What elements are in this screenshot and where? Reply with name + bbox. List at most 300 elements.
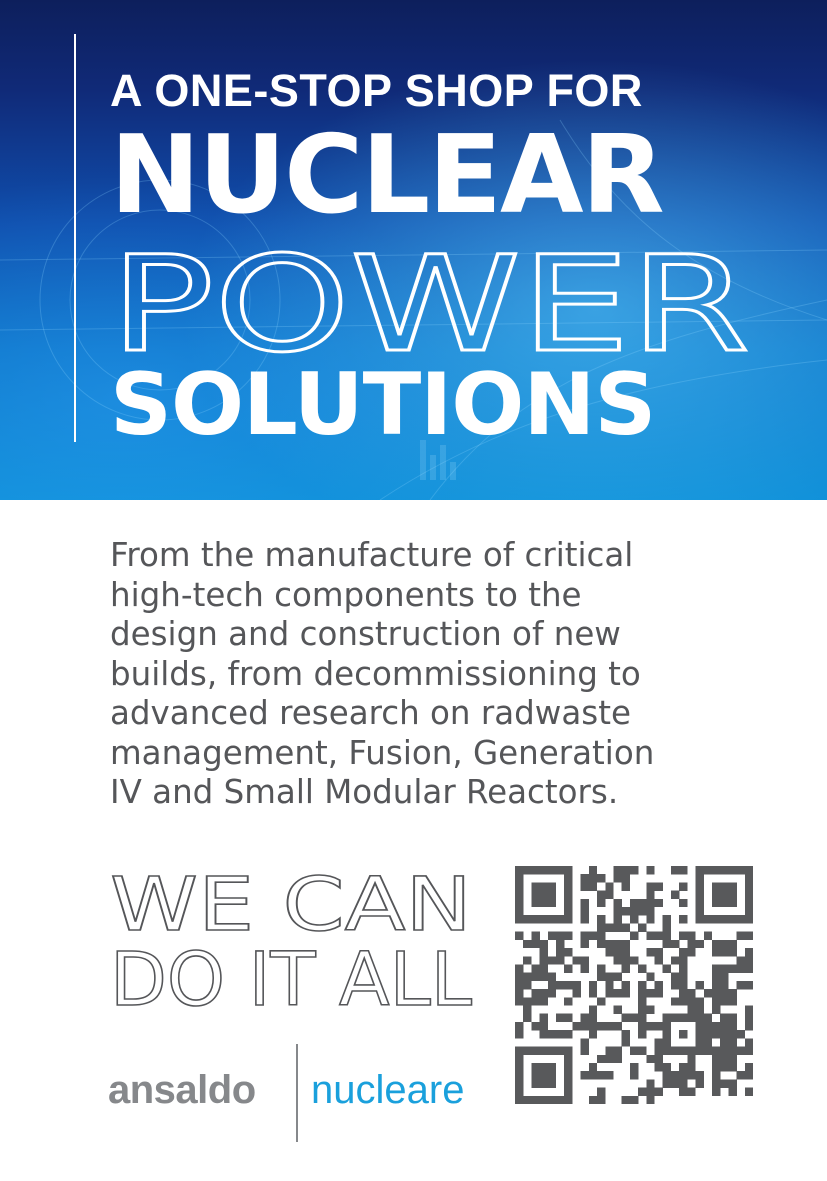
qr-module [613, 1022, 621, 1030]
qr-module [564, 866, 572, 874]
qr-module [556, 1030, 564, 1038]
qr-module [581, 907, 589, 915]
qr-module [622, 981, 630, 989]
qr-module [655, 989, 663, 997]
body-line: advanced research on radwaste [110, 694, 631, 732]
qr-module [540, 940, 548, 948]
qr-module [655, 1088, 663, 1096]
qr-module [540, 948, 548, 956]
qr-module [548, 891, 556, 899]
qr-module [712, 1022, 720, 1030]
qr-module [679, 1063, 687, 1071]
qr-module [515, 1079, 523, 1087]
qr-module [712, 964, 720, 972]
qr-module [671, 956, 679, 964]
qr-module [630, 907, 638, 915]
qr-module [728, 1088, 736, 1096]
qr-module [655, 1038, 663, 1046]
qr-module [663, 915, 671, 923]
qr-module [728, 1014, 736, 1022]
qr-module [728, 1055, 736, 1063]
qr-module [556, 940, 564, 948]
qr-module [523, 866, 531, 874]
qr-module [540, 1063, 548, 1071]
qr-module [696, 940, 704, 948]
qr-module [556, 915, 564, 923]
qr-module [737, 1047, 745, 1055]
qr-module [548, 1030, 556, 1038]
qr-module [523, 915, 531, 923]
qr-module [745, 964, 753, 972]
qr-module [638, 1030, 646, 1038]
headline-line-4: SOLUTIONS [110, 355, 656, 455]
logo-divider [296, 1044, 298, 1142]
qr-module [548, 981, 556, 989]
qr-module [622, 1030, 630, 1038]
qr-module [531, 997, 539, 1005]
qr-module [646, 907, 654, 915]
qr-module [745, 891, 753, 899]
qr-module [646, 948, 654, 956]
qr-module [696, 1038, 704, 1046]
qr-module [728, 899, 736, 907]
qr-module [556, 981, 564, 989]
qr-module [613, 915, 621, 923]
qr-module [622, 956, 630, 964]
qr-module [720, 981, 728, 989]
qr-module [704, 1030, 712, 1038]
qr-module [704, 1047, 712, 1055]
qr-module [515, 981, 523, 989]
qr-module [531, 915, 539, 923]
headline-line-2: NUCLEAR [110, 113, 663, 238]
qr-module [622, 1096, 630, 1104]
qr-module [745, 899, 753, 907]
qr-module [613, 1055, 621, 1063]
qr-module [515, 907, 523, 915]
qr-module [531, 891, 539, 899]
qr-module [704, 932, 712, 940]
qr-module [696, 882, 704, 890]
qr-module [745, 1038, 753, 1046]
qr-module [745, 907, 753, 915]
headline-line-3-text: POWER [110, 228, 750, 382]
qr-module [548, 915, 556, 923]
qr-module [687, 1055, 695, 1063]
qr-module [646, 1055, 654, 1063]
qr-module [523, 973, 531, 981]
qr-module [720, 948, 728, 956]
qr-module [679, 964, 687, 972]
qr-module [687, 1047, 695, 1055]
qr-module [589, 882, 597, 890]
qr-module [696, 1071, 704, 1079]
qr-module [712, 1063, 720, 1071]
body-line: high-tech components to the [110, 575, 582, 614]
qr-module [597, 1088, 605, 1096]
qr-module [745, 1022, 753, 1030]
qr-module [540, 866, 548, 874]
qr-module [540, 1047, 548, 1055]
qr-module [515, 866, 523, 874]
qr-module [638, 1047, 646, 1055]
qr-module [720, 891, 728, 899]
qr-module [638, 1006, 646, 1014]
qr-module [712, 989, 720, 997]
qr-module [597, 964, 605, 972]
qr-module [515, 1071, 523, 1079]
qr-module [531, 940, 539, 948]
logo-wordmark-ansaldo: ansaldo [108, 1068, 256, 1112]
qr-module [696, 1030, 704, 1038]
qr-module [663, 1014, 671, 1022]
qr-module [515, 1055, 523, 1063]
qr-module [523, 1047, 531, 1055]
qr-module [605, 1047, 613, 1055]
qr-module [581, 874, 589, 882]
qr-module [679, 997, 687, 1005]
qr-module [655, 899, 663, 907]
qr-module [523, 981, 531, 989]
qr-module [597, 874, 605, 882]
qr-module [564, 1030, 572, 1038]
qr-module [564, 874, 572, 882]
qr-module [671, 1047, 679, 1055]
qr-module [548, 1063, 556, 1071]
qr-module [679, 1047, 687, 1055]
qr-module [548, 1047, 556, 1055]
qr-module [548, 973, 556, 981]
qr-module [646, 1088, 654, 1096]
qr-module [712, 1088, 720, 1096]
body-line: From the manufacture of critical [110, 536, 634, 574]
qr-module [540, 1071, 548, 1079]
qr-module [728, 1047, 736, 1055]
qr-module [589, 1022, 597, 1030]
qr-module [745, 1006, 753, 1014]
qr-module [572, 989, 580, 997]
qr-module [589, 1030, 597, 1038]
qr-module [737, 964, 745, 972]
qr-module [696, 891, 704, 899]
qr-module [531, 1079, 539, 1087]
qr-module [622, 1038, 630, 1046]
qr-module [745, 915, 753, 923]
qr-module [622, 1014, 630, 1022]
qr-module [597, 891, 605, 899]
qr-module [523, 997, 531, 1005]
qr-module [679, 981, 687, 989]
qr-module [712, 1079, 720, 1087]
qr-module [556, 1096, 564, 1104]
qr-module [556, 1047, 564, 1055]
qr-module [515, 891, 523, 899]
qr-module [605, 989, 613, 997]
qr-module [638, 997, 646, 1005]
qr-module [597, 899, 605, 907]
qr-module [597, 923, 605, 931]
qr-module [572, 981, 580, 989]
qr-module [655, 956, 663, 964]
qr-module [712, 915, 720, 923]
qr-module [605, 882, 613, 890]
qr-module [728, 882, 736, 890]
qr-module [638, 907, 646, 915]
qr-module [638, 1014, 646, 1022]
qr-module [687, 1063, 695, 1071]
qr-module [515, 1022, 523, 1030]
qr-module [613, 874, 621, 882]
qr-module [531, 866, 539, 874]
qr-module [564, 915, 572, 923]
qr-module [613, 1047, 621, 1055]
qr-module [613, 940, 621, 948]
qr-module [646, 1006, 654, 1014]
qr-module [638, 964, 646, 972]
qr-module [605, 981, 613, 989]
qr-module [515, 932, 523, 940]
qr-module [687, 1014, 695, 1022]
qr-module [638, 899, 646, 907]
qr-module [712, 1006, 720, 1014]
qr-module [515, 1063, 523, 1071]
qr-module [720, 915, 728, 923]
hero-banner [0, 0, 827, 500]
qr-module [712, 973, 720, 981]
qr-module [687, 1006, 695, 1014]
qr-module [531, 932, 539, 940]
qr-module [638, 1088, 646, 1096]
qr-module [745, 948, 753, 956]
qr-module [704, 915, 712, 923]
qr-module [540, 899, 548, 907]
qr-module [720, 1055, 728, 1063]
qr-module [687, 1088, 695, 1096]
qr-module [646, 866, 654, 874]
logo-wordmark-nucleare: nucleare [311, 1068, 465, 1112]
body-paragraph [110, 536, 800, 813]
qr-module [720, 964, 728, 972]
qr-module [605, 891, 613, 899]
qr-module [523, 940, 531, 948]
qr-module [737, 1071, 745, 1079]
qr-module [515, 989, 523, 997]
qr-module [720, 940, 728, 948]
qr-module [622, 866, 630, 874]
qr-module [605, 1022, 613, 1030]
qr-module [523, 956, 531, 964]
qr-module [589, 1096, 597, 1104]
qr-module [671, 1014, 679, 1022]
qr-module [564, 1088, 572, 1096]
qr-module [696, 1079, 704, 1087]
qr-module [589, 989, 597, 997]
qr-module [687, 940, 695, 948]
qr-module [728, 1038, 736, 1046]
qr-module [564, 891, 572, 899]
qr-module [597, 1071, 605, 1079]
qr-module [564, 1096, 572, 1104]
qr-module [630, 899, 638, 907]
qr-module [589, 981, 597, 989]
qr-module [581, 1014, 589, 1022]
qr-module [605, 1055, 613, 1063]
qr-module [564, 1014, 572, 1022]
qr-module [531, 882, 539, 890]
qr-module [720, 1047, 728, 1055]
qr-module [515, 964, 523, 972]
qr-module [597, 1055, 605, 1063]
qr-module [630, 956, 638, 964]
qr-module [696, 981, 704, 989]
qr-module [531, 1022, 539, 1030]
qr-module [540, 989, 548, 997]
qr-module [531, 899, 539, 907]
qr-module [540, 997, 548, 1005]
qr-module [671, 1071, 679, 1079]
qr-module [540, 973, 548, 981]
qr-module [712, 899, 720, 907]
slogan-line-1: WE CAN [110, 862, 472, 948]
qr-module [564, 1055, 572, 1063]
qr-module [663, 1047, 671, 1055]
qr-module [679, 948, 687, 956]
qr-module [589, 1071, 597, 1079]
qr-code[interactable] [515, 866, 753, 1104]
qr-module [515, 1047, 523, 1055]
qr-module [622, 923, 630, 931]
qr-module [531, 973, 539, 981]
qr-module [745, 932, 753, 940]
qr-module [638, 981, 646, 989]
qr-module [745, 1063, 753, 1071]
qr-module [581, 882, 589, 890]
qr-module [745, 1047, 753, 1055]
qr-module [515, 899, 523, 907]
qr-module [745, 866, 753, 874]
headline-line-1: A ONE-STOP SHOP FOR [110, 65, 643, 116]
qr-module [630, 915, 638, 923]
qr-module [663, 1030, 671, 1038]
qr-module [581, 956, 589, 964]
qr-module [720, 1063, 728, 1071]
qr-module [687, 989, 695, 997]
qr-module [564, 1079, 572, 1087]
qr-module [597, 940, 605, 948]
qr-module [679, 956, 687, 964]
qr-module [655, 981, 663, 989]
qr-module [696, 1047, 704, 1055]
qr-module [564, 997, 572, 1005]
qr-module [712, 1047, 720, 1055]
qr-module [696, 1022, 704, 1030]
qr-module [745, 1014, 753, 1022]
qr-module [720, 1079, 728, 1087]
slogan-line-2: DO IT ALL [110, 937, 472, 1023]
qr-module [745, 874, 753, 882]
qr-module [712, 1055, 720, 1063]
qr-module [720, 899, 728, 907]
qr-module [540, 1014, 548, 1022]
body-line: design and construction of new [110, 615, 621, 653]
qr-module [613, 923, 621, 931]
qr-module [712, 1030, 720, 1038]
qr-module [745, 956, 753, 964]
qr-module [696, 997, 704, 1005]
qr-module [581, 899, 589, 907]
qr-module [515, 1088, 523, 1096]
qr-module [646, 1022, 654, 1030]
qr-module [531, 964, 539, 972]
qr-module [728, 866, 736, 874]
qr-module [540, 882, 548, 890]
qr-module [712, 940, 720, 948]
qr-module [720, 866, 728, 874]
qr-module [687, 997, 695, 1005]
qr-module [646, 915, 654, 923]
qr-module [712, 981, 720, 989]
qr-module [581, 915, 589, 923]
qr-module [556, 932, 564, 940]
qr-module [704, 1022, 712, 1030]
qr-module [728, 891, 736, 899]
qr-module [663, 1063, 671, 1071]
qr-module [646, 891, 654, 899]
qr-module [671, 997, 679, 1005]
qr-module [728, 948, 736, 956]
qr-module [548, 1071, 556, 1079]
qr-module [679, 882, 687, 890]
qr-module [540, 964, 548, 972]
qr-module [622, 948, 630, 956]
qr-module [663, 1071, 671, 1079]
qr-module [531, 1096, 539, 1104]
qr-module [531, 1047, 539, 1055]
hero-vertical-rule [74, 34, 76, 442]
qr-module [613, 907, 621, 915]
qr-module [622, 907, 630, 915]
slogan [110, 862, 490, 1023]
qr-module [728, 1030, 736, 1038]
qr-module [581, 964, 589, 972]
qr-module [646, 882, 654, 890]
qr-module [696, 907, 704, 915]
qr-module [663, 940, 671, 948]
qr-module [720, 1030, 728, 1038]
qr-module [663, 923, 671, 931]
qr-module [597, 1022, 605, 1030]
qr-module [663, 964, 671, 972]
qr-module [712, 1071, 720, 1079]
qr-module [589, 866, 597, 874]
qr-module [564, 1071, 572, 1079]
qr-module [564, 899, 572, 907]
qr-module [564, 907, 572, 915]
qr-module [581, 940, 589, 948]
qr-module [696, 899, 704, 907]
qr-module [671, 866, 679, 874]
qr-module [630, 1014, 638, 1022]
qr-module [548, 1079, 556, 1087]
qr-module [655, 1055, 663, 1063]
qr-module [728, 915, 736, 923]
qr-module [671, 1079, 679, 1087]
qr-module [712, 882, 720, 890]
qr-module [679, 989, 687, 997]
qr-module [622, 882, 630, 890]
qr-module [646, 1096, 654, 1104]
qr-module [712, 948, 720, 956]
